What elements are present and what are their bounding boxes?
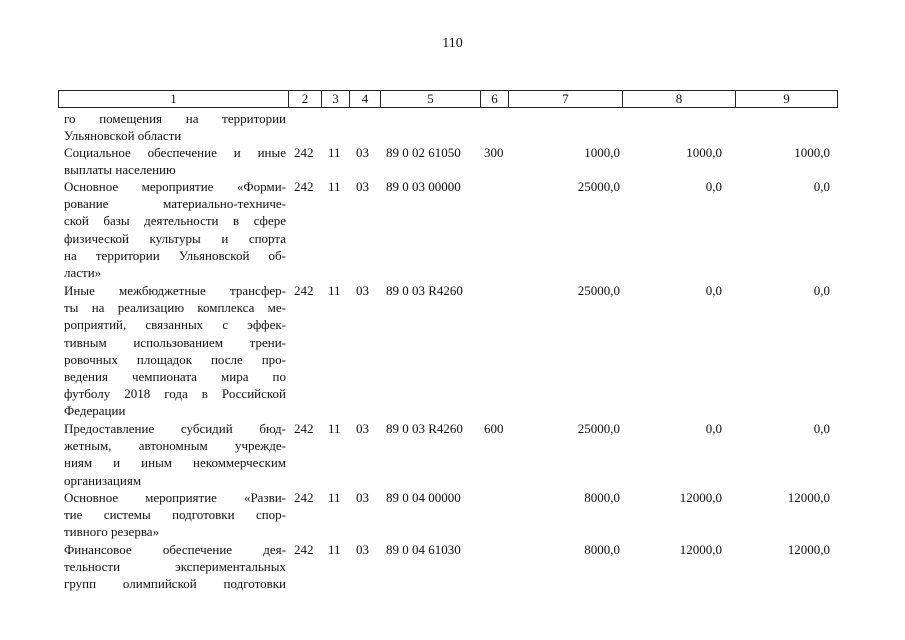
row-description: [64, 144, 286, 178]
cell-col-8: 1000,0: [686, 145, 722, 160]
cell-col-9: 0,0: [813, 421, 830, 436]
description-line: ласти»: [64, 265, 102, 281]
page-number: 110: [442, 36, 463, 51]
cell-col-4: 03: [356, 145, 369, 160]
description-line: тивного резерва»: [64, 524, 160, 540]
table-header: [58, 90, 838, 108]
cell-col-7: 25000,0: [577, 179, 620, 194]
cell-col-3: 11: [328, 179, 341, 194]
description-line: выплаты населению: [64, 162, 176, 178]
description-line: организациям: [64, 472, 142, 488]
description-line: рование материально-техниче-: [64, 196, 286, 212]
description-line: ской базы деятельности в сфере: [64, 213, 286, 229]
cell-col-3: 11: [328, 542, 341, 557]
cell-col-7: 8000,0: [584, 490, 620, 505]
row-description: [64, 541, 286, 593]
cell-col-7: 25000,0: [577, 421, 620, 436]
cell-col-9: 12000,0: [787, 542, 830, 557]
cell-col-7: 1000,0: [584, 145, 620, 160]
cell-col-4: 03: [356, 542, 369, 557]
cell-col-2: 242: [294, 421, 314, 436]
description-line: на территории Ульяновской об-: [64, 247, 286, 263]
description-line: Основное мероприятие «Форми-: [64, 179, 286, 194]
cell-col-9: 0,0: [813, 179, 830, 194]
description-line: ровочных площадок после про-: [64, 351, 286, 367]
description-line: го помещения на территории: [64, 111, 286, 126]
header-col-3: 3: [321, 91, 349, 107]
description-line: Основное мероприятие «Разви-: [64, 490, 286, 505]
cell-col-5: 89 0 03 00000: [386, 179, 461, 194]
row-description: [64, 178, 286, 281]
cell-col-4: 03: [356, 421, 369, 436]
cell-col-9: 0,0: [813, 283, 830, 298]
cell-col-4: 03: [356, 283, 369, 298]
description-line: тие системы подготовки спор-: [64, 507, 286, 523]
header-col-8: 8: [622, 91, 735, 107]
cell-col-8: 0,0: [705, 283, 722, 298]
description-line: Предоставление субсидий бюд-: [64, 421, 286, 436]
description-line: Социальное обеспечение и иные: [64, 145, 286, 160]
header-col-7: 7: [508, 91, 622, 107]
cell-col-9: 12000,0: [787, 490, 830, 505]
header-col-2: 2: [288, 91, 321, 107]
row-description: [64, 420, 286, 489]
description-line: ведения чемпионата мира по: [64, 369, 286, 385]
cell-col-2: 242: [294, 145, 314, 160]
cell-col-3: 11: [328, 145, 341, 160]
cell-col-8: 0,0: [705, 421, 722, 436]
description-line: Федерации: [64, 403, 126, 419]
description-line: Ульяновской области: [64, 128, 182, 144]
cell-col-5: 89 0 04 61030: [386, 542, 461, 557]
description-line: жетным, автономным учрежде-: [64, 438, 286, 454]
description-line: Финансовое обеспечение дея-: [64, 542, 286, 557]
description-line: футболу 2018 года в Российской: [64, 386, 286, 402]
header-col-5: 5: [380, 91, 480, 107]
cell-col-7: 8000,0: [584, 542, 620, 557]
header-col-9: 9: [735, 91, 837, 107]
cell-col-5: 89 0 03 R4260: [386, 421, 463, 436]
description-line: ниям и иным некоммерческим: [64, 455, 286, 471]
cell-col-2: 242: [294, 490, 314, 505]
cell-col-3: 11: [328, 283, 341, 298]
header-col-4: 4: [349, 91, 380, 107]
cell-col-4: 03: [356, 490, 369, 505]
cell-col-8: 12000,0: [679, 542, 722, 557]
description-line: роприятий, связанных с эффек-: [64, 317, 286, 333]
description-line: физической культуры и спорта: [64, 230, 286, 246]
cell-col-6: 300: [484, 145, 504, 160]
cell-col-7: 25000,0: [577, 283, 620, 298]
cell-col-3: 11: [328, 490, 341, 505]
header-col-1: 1: [170, 91, 177, 106]
cell-col-8: 12000,0: [679, 490, 722, 505]
cell-col-2: 242: [294, 542, 314, 557]
row-description: [64, 489, 286, 541]
row-description: [64, 282, 286, 420]
cell-col-2: 242: [294, 283, 314, 298]
cell-col-2: 242: [294, 179, 314, 194]
cell-col-5: 89 0 04 00000: [386, 490, 461, 505]
header-col-6: 6: [480, 91, 508, 107]
row-description: [64, 110, 286, 144]
cell-col-3: 11: [328, 421, 341, 436]
description-line: ты на реализацию комплекса ме-: [64, 300, 286, 316]
cell-col-6: 600: [484, 421, 504, 436]
cell-col-5: 89 0 02 61050: [386, 145, 461, 160]
description-line: тивным использованием трени-: [64, 334, 286, 350]
description-line: групп олимпийской подготовки: [64, 576, 286, 592]
description-line: Иные межбюджетные трансфер-: [64, 283, 286, 298]
cell-col-5: 89 0 03 R4260: [386, 283, 463, 298]
cell-col-8: 0,0: [705, 179, 722, 194]
cell-col-4: 03: [356, 179, 369, 194]
description-line: тельности экспериментальных: [64, 559, 286, 575]
cell-col-9: 1000,0: [794, 145, 830, 160]
